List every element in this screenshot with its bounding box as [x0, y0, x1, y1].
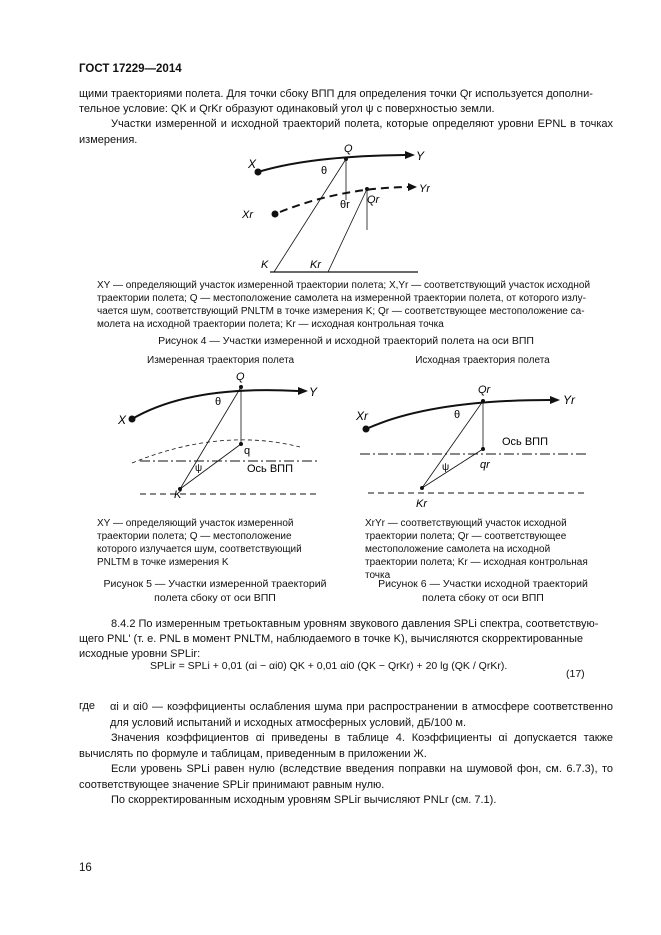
- fig6-label-Kr: Kr: [416, 498, 427, 510]
- figure-5-subtitle: Измеренная траектория полета: [147, 355, 295, 366]
- section-paragraph-line-3: исходные уровни SPLir:: [79, 648, 201, 660]
- where-label: где: [79, 700, 96, 712]
- intro-paragraph-2: Участки измеренной и исходной траекторий полета, которые определяют уровни EPNL в точках измерения.: [79, 118, 613, 146]
- fig5-label-Q: Q: [236, 371, 245, 383]
- fig6-legend-line: местоположение самолета на исходной: [365, 544, 551, 555]
- figure-6-title-line-1: Рисунок 6 — Участки исходной траекторий: [378, 578, 588, 590]
- fig6-label-Qr: Qr: [478, 384, 491, 396]
- fig5-legend-line: PNLTM в точке измерения K: [97, 557, 229, 568]
- equation-number: (17): [566, 668, 585, 680]
- fig5-legend-line: траектории полета; Q — местоположение: [97, 531, 292, 542]
- fig4-label-theta: θ: [321, 165, 328, 177]
- figure-5-title-line-2: полета сбоку от оси ВПП: [154, 592, 276, 604]
- fig4-label-Xr: Xr: [242, 209, 253, 221]
- formula-17: SPLir = SPLi + 0,01 (αi − αi0) QK + 0,01 αi0 (QK − QrKr) + 20 lg (QK / QrKr).: [150, 660, 508, 672]
- fig4-label-Q: Q: [344, 143, 353, 155]
- fig6-label-Yr: Yr: [563, 393, 575, 407]
- figure-6-title-line-2: полета сбоку от оси ВПП: [422, 592, 544, 604]
- fig6-legend-line: траектории полета; Kr — исходная контрольная: [365, 557, 588, 568]
- where-definition: αi и αi0 — коэффициенты ослабления шума при распространении в атмосфере соответственно для условий испытаний и исходных атмосферных условий, дБ/100 м.: [110, 701, 613, 729]
- fig6-label-Xr: Xr: [356, 409, 368, 423]
- section-paragraph-line-2: щего PNL' (т. е. PNL в момент PNLTM, наблюдаемого в точке K), вычисляются скорректированные: [79, 633, 583, 645]
- fig6-legend-line: XrYr — соответствующий участок исходной: [365, 518, 567, 529]
- figure-5-title-line-1: Рисунок 5 — Участки измеренной траекторий: [103, 578, 327, 590]
- fig6-label-psi: ψ: [442, 462, 450, 473]
- fig6-label-qr: qr: [480, 459, 490, 471]
- fig4-legend-line: молета на исходной траектории полета; Kr — исходная контрольная точка: [97, 319, 444, 330]
- document-header: ГОСТ 17229—2014: [79, 63, 182, 75]
- figure-4-diagram: [230, 140, 430, 280]
- fig4-label-K: K: [261, 259, 269, 271]
- fig5-label-K: K: [174, 489, 182, 500]
- paragraph-coefficients: Значения коэффициентов αi приведены в таблице 4. Коэффициенты αi допускается также вычислять по формуле и таблицам, приведенным в приложении Ж.: [79, 732, 613, 760]
- fig4-label-X: X: [248, 157, 257, 171]
- figure-6-subtitle: Исходная траектория полета: [415, 355, 550, 366]
- fig5-label-psi: ψ: [195, 463, 203, 474]
- fig5-label-Y: Y: [309, 385, 318, 399]
- section-paragraph-line-1: 8.4.2 По измеренным третьоктавным уровням звукового давления SPLi спектра, соответствую-: [111, 618, 599, 630]
- intro-line-2: тельное условие: QK и QrKr образуют одинаковый угол ψ с поверхностью земли.: [79, 103, 495, 115]
- fig4-label-Y: Y: [416, 149, 425, 163]
- fig4-label-theta-r: θr: [340, 199, 350, 211]
- fig5-legend-line: которого излучается шум, соответствующий: [97, 544, 302, 555]
- figure-6-diagram: [350, 375, 595, 510]
- fig5-label-theta: θ: [215, 396, 222, 408]
- fig4-legend-line: чается шум, соответствующий PNLTM в точке измерения K; Qr — соответствующее местоположение са-: [97, 306, 585, 317]
- figure-5-diagram: [110, 365, 325, 500]
- fig6-label-theta: θ: [454, 409, 461, 421]
- fig4-legend-line: XY — определяющий участок измеренной траектории полета; X,Yr — соответствующий участок исходной: [97, 280, 591, 291]
- intro-line-1: щими траекториями полета. Для точки сбоку ВПП для определения точки Qr используется дополни-: [79, 88, 593, 100]
- fig4-label-Yr: Yr: [419, 183, 430, 195]
- fig6-legend-line: точка: [365, 570, 391, 581]
- fig5-legend-line: XY — определяющий участок измеренной: [97, 518, 294, 529]
- fig5-label-runway: Ось ВПП: [247, 463, 293, 475]
- fig5-label-q: q: [244, 445, 251, 457]
- page-number: 16: [79, 862, 92, 874]
- fig6-label-runway: Ось ВПП: [502, 436, 548, 448]
- paragraph-pnl: По скорректированным исходным уровням SPLir вычисляют PNLr (см. 7.1).: [111, 794, 497, 806]
- fig4-label-Kr: Kr: [310, 259, 321, 271]
- fig6-legend-line: траектории полета; Qr — соответствующее: [365, 531, 567, 542]
- fig5-label-X: X: [118, 413, 127, 427]
- paragraph-zero-level: Если уровень SPLi равен нулю (вследствие введения поправки на шумовой фон, см. 6.7.3), то соответствующее значение SPLir принимают равным нулю.: [79, 763, 613, 791]
- fig4-label-Qr: Qr: [367, 194, 380, 206]
- fig4-legend-line: траектории полета; Q — местоположение самолета на измеренной траектории полета, от которого излу-: [97, 293, 586, 304]
- figure-4-title: Рисунок 4 — Участки измеренной и исходной траекторий полета на оси ВПП: [158, 335, 534, 347]
